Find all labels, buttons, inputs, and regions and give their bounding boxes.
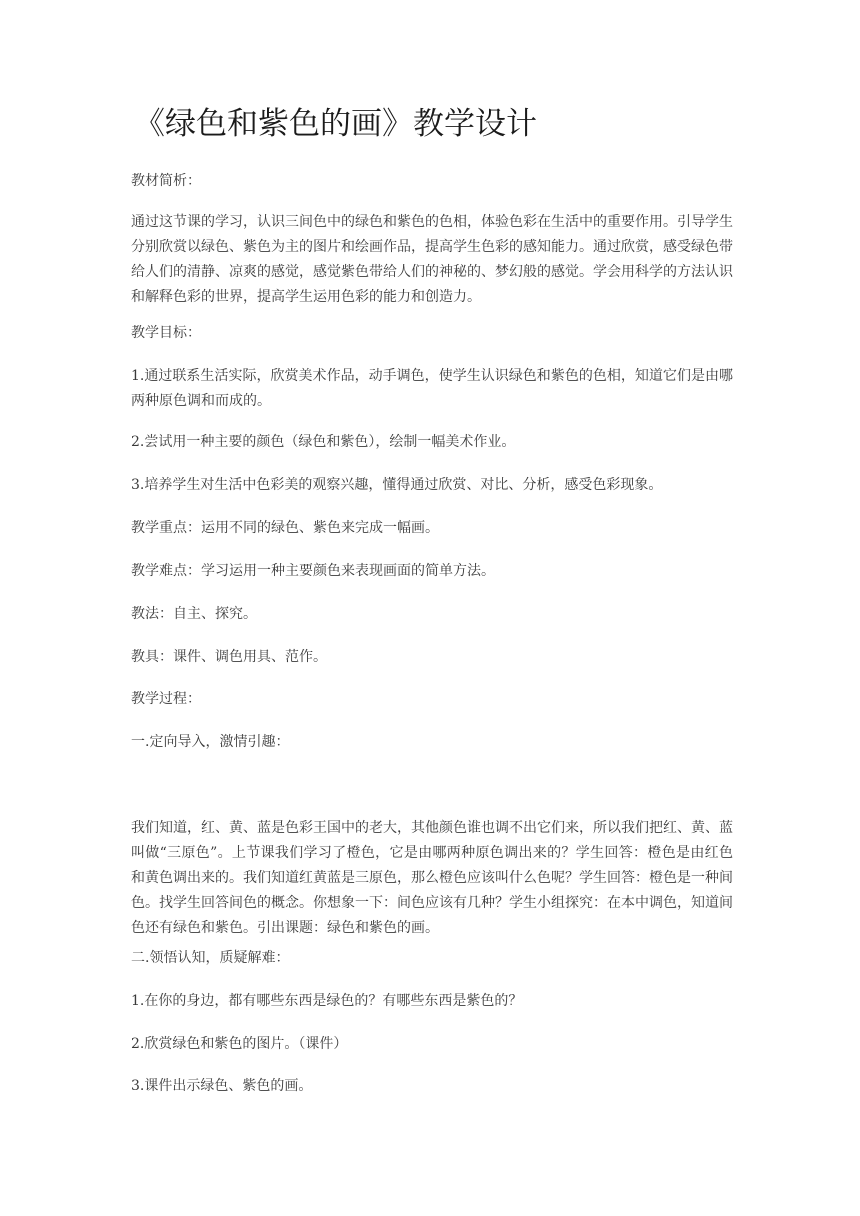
teaching-tools: 教具：课件、调色用具、范作。 [131, 649, 327, 665]
process-step-2-item-3: 3.课件出示绿色、紫色的画。 [131, 1078, 313, 1094]
process-step-1-paragraph: 我们知道，红、黄、蓝是色彩王国中的老大，其他颜色谁也调不出它们来，所以我们把红、黄、蓝叫做“三原色”。上节课我们学习了橙色，它是由哪两种原色调出来的？学生回答：橙色是由红色和黄色调出来的。我们知道红黄蓝是三原色，那么橙色应该叫什么色呢？学生回答：橙色是一种间色。找学生回答间色的概念。你想象一下：间色应该有几种？学生小组探究：在本中调色，知道间色还有绿色和紫色。引出课题：绿色和紫色的画。 [131, 820, 733, 936]
teaching-key-point: 教学重点：运用不同的绿色、紫色来完成一幅画。 [131, 520, 439, 536]
section-heading-teaching-goals: 教学目标： [131, 325, 201, 341]
document-title: 《绿色和紫色的画》教学设计 [134, 106, 537, 142]
goal-item-3: 3.培养学生对生活中色彩美的观察兴趣，懂得通过欣赏、对比、分析，感受色彩现象。 [131, 477, 663, 493]
teaching-method: 教法：自主、探究。 [131, 606, 257, 622]
process-step-2-item-2: 2.欣赏绿色和紫色的图片。（课件） [131, 1036, 348, 1052]
goal-item-2: 2.尝试用一种主要的颜色（绿色和紫色），绘制一幅美术作业。 [131, 434, 516, 450]
paragraph-textbook-analysis: 通过这节课的学习，认识三间色中的绿色和紫色的色相，体验色彩在生活中的重要作用。引导学生分别欣赏以绿色、紫色为主的图片和绘画作品，提高学生色彩的感知能力。通过欣赏，感受绿色带给人们的清静、凉爽的感觉，感觉紫色带给人们的神秘的、梦幻般的感觉。学会用科学的方法认识和解释色彩的世界，提高学生运用色彩的能力和创造力。 [131, 214, 733, 305]
section-heading-textbook-analysis: 教材简析： [131, 173, 201, 189]
process-step-2-item-1: 1.在你的身边，都有哪些东西是绿色的？有哪些东西是紫色的？ [131, 993, 523, 1009]
process-step-2-heading: 二.领悟认知，质疑解难： [131, 950, 290, 966]
process-step-1-heading: 一.定向导入，激情引趣： [131, 734, 290, 750]
teaching-difficulty: 教学难点：学习运用一种主要颜色来表现画面的简单方法。 [131, 563, 495, 579]
goal-item-1: 1.通过联系生活实际，欣赏美术作品，动手调色，使学生认识绿色和紫色的色相，知道它们是由哪两种原色调和而成的。 [131, 368, 733, 409]
section-heading-teaching-process: 教学过程： [131, 691, 201, 707]
